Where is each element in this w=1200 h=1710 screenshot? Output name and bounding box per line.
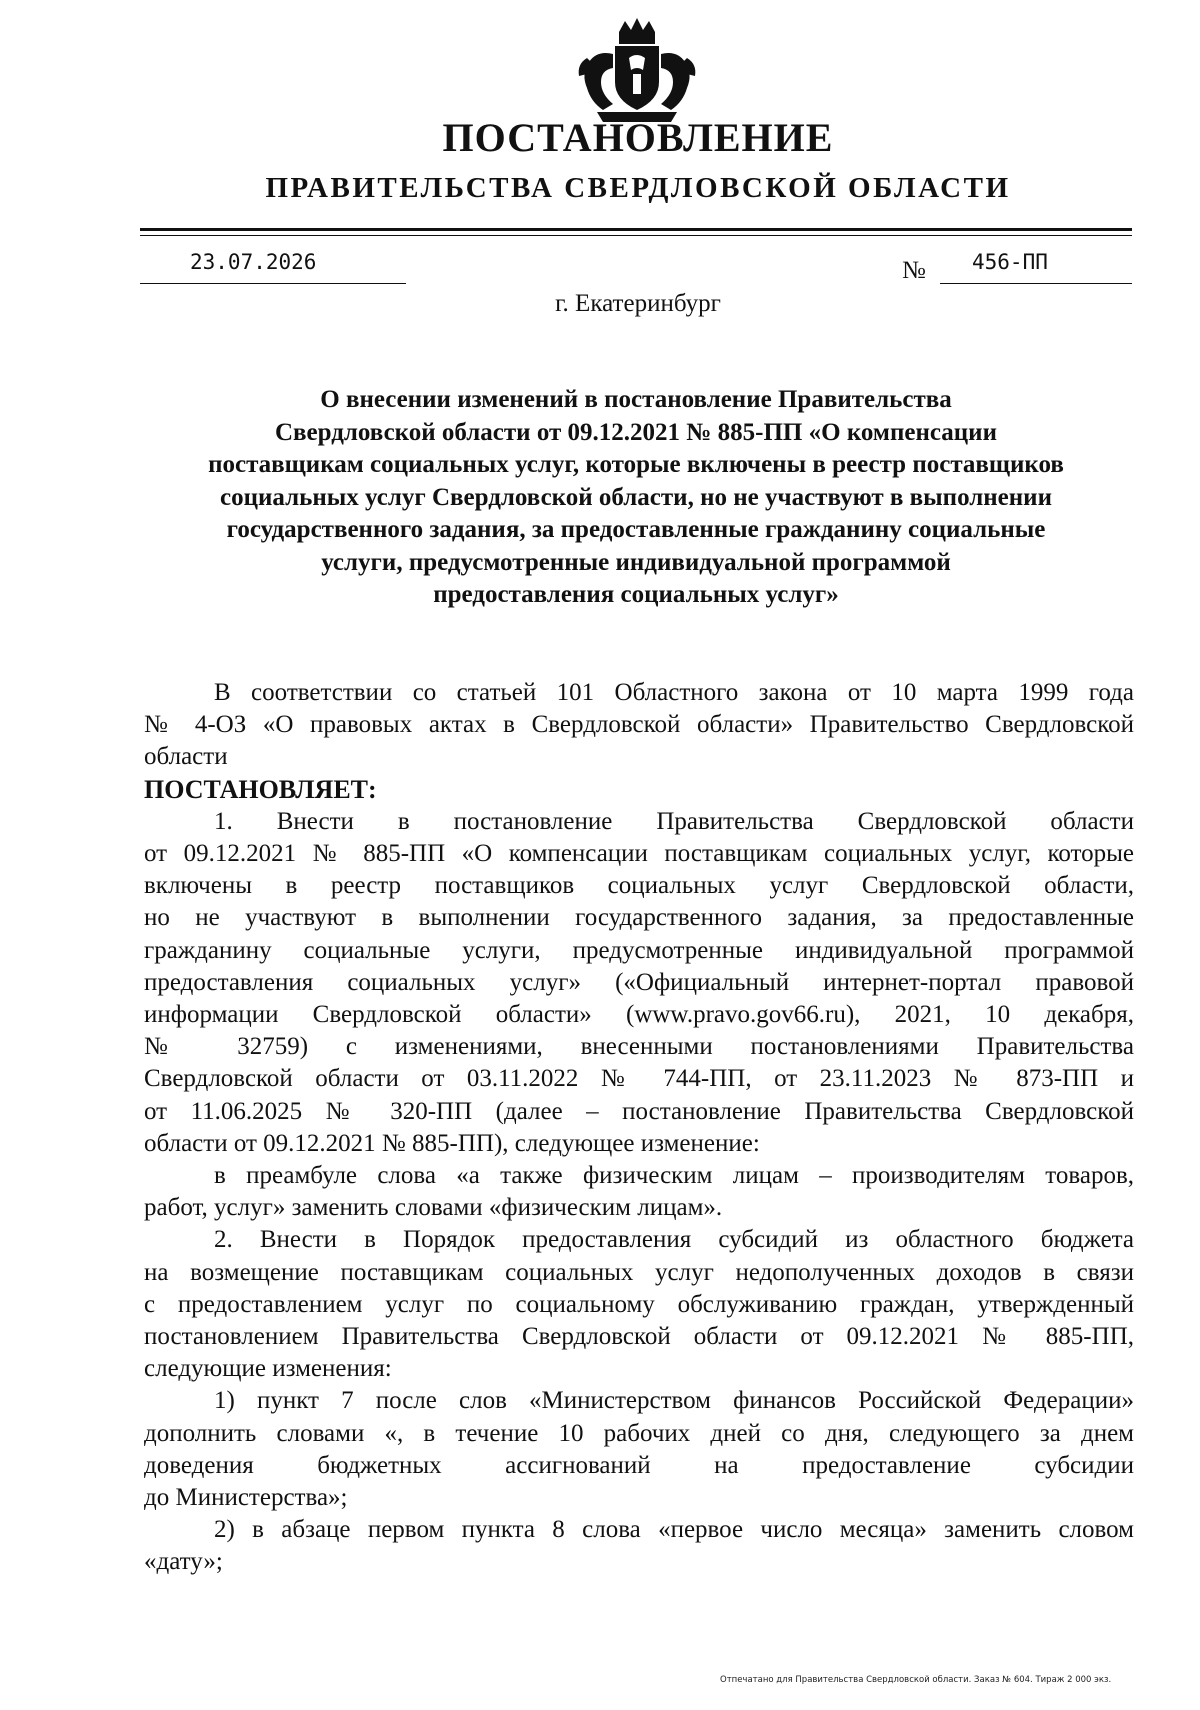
heading-line: О внесении изменений в постановление Правительства xyxy=(320,386,952,413)
subparagraph-2-line: 2) в абзаце первом пункта 8 слова «первое число месяца» заменить словом xyxy=(214,1516,1134,1544)
subparagraph-2-line: «дату»; xyxy=(144,1548,223,1576)
document-date: 23.07.2026 xyxy=(190,250,317,274)
subparagraph-1-line: доведения бюджетных ассигнований на предоставление субсидии xyxy=(144,1451,1134,1479)
document-heading xyxy=(140,384,1132,612)
heading-line: предоставления социальных услуг» xyxy=(433,581,839,608)
paragraph-2-line: постановлением Правительства Свердловской области от 09.12.2021 № 885-ПП, xyxy=(144,1323,1134,1351)
heading-line: государственного задания, за предоставленные гражданину социальные xyxy=(226,516,1046,543)
paragraph-1-line: № 32759) с изменениями, внесенными постановлениями Правительства xyxy=(144,1033,1134,1061)
print-imprint: Отпечатано для Правительства Свердловской области. Заказ № 604. Тираж 2 000 экз. xyxy=(720,1675,1112,1685)
number-underline xyxy=(940,283,1132,284)
paragraph-1-line: включены в реестр поставщиков социальных услуг Свердловской области, xyxy=(144,872,1134,900)
document-body xyxy=(144,677,1134,1579)
document-title: ПОСТАНОВЛЕНИЕ xyxy=(442,115,834,160)
preamble-line: В соответствии со статьей 101 Областного закона от 10 марта 1999 года xyxy=(214,679,1134,706)
paragraph-2-line: 2. Внести в Порядок предоставления субсидий из областного бюджета xyxy=(214,1226,1134,1254)
paragraph-1-line: информации Свердловской области» (www.pravo.gov66.ru), 2021, 10 декабря, xyxy=(144,1001,1134,1029)
paragraph-1a-line: в преамбуле слова «а также физическим лицам – производителям товаров, xyxy=(214,1162,1134,1190)
paragraph-1-line: 1. Внести в постановление Правительства Свердловской области xyxy=(214,807,1134,835)
paragraph-2-line: с предоставлением услуг по социальному обслуживанию граждан, утвержденный xyxy=(144,1290,1134,1318)
paragraph-1-line: Свердловской области от 03.11.2022 № 744-ПП, от 23.11.2023 № 873-ПП и xyxy=(144,1065,1134,1093)
date-underline xyxy=(140,283,406,284)
subparagraph-1-line: дополнить словами «, в течение 10 рабочих дней со дня, следующего за днем xyxy=(144,1419,1134,1447)
subparagraph-1-line: 1) пункт 7 после слов «Министерством финансов Российской Федерации» xyxy=(214,1387,1134,1415)
resolves-keyword: ПОСТАНОВЛЯЕТ: xyxy=(144,774,377,804)
header-divider-thin xyxy=(140,235,1132,236)
paragraph-1-line: от 09.12.2021 № 885-ПП «О компенсации поставщикам социальных услуг, которые xyxy=(144,840,1134,868)
paragraph-1-line: области от 09.12.2021 № 885-ПП), следующее изменение: xyxy=(144,1129,760,1157)
document-subtitle: ПРАВИТЕЛЬСТВА СВЕРДЛОВСКОЙ ОБЛАСТИ xyxy=(265,172,1011,204)
header-divider-thick xyxy=(140,228,1132,231)
subparagraph-1-line: до Министерства»; xyxy=(144,1484,348,1512)
city: г. Екатеринбург xyxy=(555,290,721,317)
paragraph-1-line: но не участвуют в выполнении государственного задания, за предоставленные xyxy=(144,904,1134,932)
preamble-line: области xyxy=(144,743,228,771)
heading-line: Свердловской области от 09.12.2021 № 885-ПП «О компенсации xyxy=(275,418,997,446)
paragraph-2-line: на возмещение поставщикам социальных услуг недополученных доходов в связи xyxy=(144,1258,1134,1286)
paragraph-1-line: предоставления социальных услуг» («Официальный интернет-портал правовой xyxy=(144,968,1134,996)
heading-line: социальных услуг Свердловской области, но не участвуют в выполнении xyxy=(219,483,1052,511)
preamble-line: № 4-ОЗ «О правовых актах в Свердловской области» Правительство Свердловской xyxy=(144,711,1134,739)
paragraph-1a-line: работ, услуг» заменить словами «физическим лицам». xyxy=(144,1194,723,1222)
heading-line: услуги, предусмотренные индивидуальной программой xyxy=(321,548,951,576)
paragraph-1-line: гражданину социальные услуги, предусмотренные индивидуальной программой xyxy=(144,936,1134,964)
heading-line: поставщикам социальных услуг, которые включены в реестр поставщиков xyxy=(208,451,1064,478)
paragraph-1-line: от 11.06.2025 № 320-ПП (далее – постановление Правительства Свердловской xyxy=(144,1097,1134,1125)
document-number: 456-ПП xyxy=(972,250,1048,274)
number-label: № xyxy=(902,257,926,284)
paragraph-2-line: следующие изменения: xyxy=(144,1355,392,1383)
